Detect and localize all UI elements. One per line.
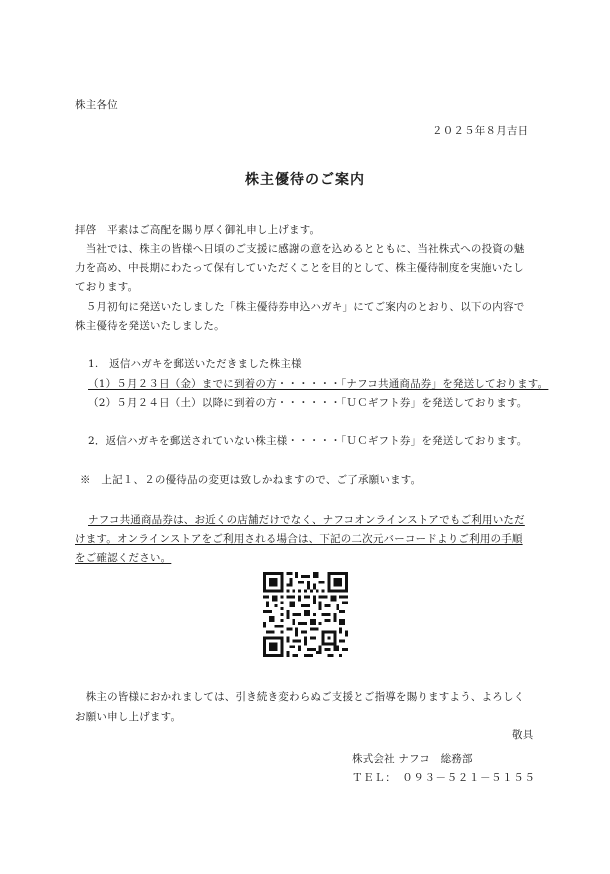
sender-tel: ＴＥＬ： ０９３－５２１－５１５５ xyxy=(352,772,536,784)
greeting: 拝啓 平素はご高配を賜り厚く御礼申し上げます。 xyxy=(75,224,321,236)
paragraph-line: 力を高め、中長期にわたって保有していただくことを目的として、株主優待制度を実施いたし xyxy=(75,262,524,274)
list-item: （2）５月２４日（土）以降に到着の方・・・・・・「ＵＣギフト券」を発送しております。 xyxy=(88,397,528,409)
page-title: 株主優待のご案内 xyxy=(245,172,365,188)
list-item: （1）５月２３日（金）までに到着の方・・・・・・「ナフコ共通商品券」を発送しております。 xyxy=(88,378,549,390)
paragraph-line: 株主優待を発送いたしました。 xyxy=(75,320,225,332)
online-note-line: ナフコ共通商品券は、お近くの店舗だけでなく、ナフコオンラインストアでもご利用いただ xyxy=(88,514,525,526)
online-note-line: けます。オンラインストアをご利用される場合は、下記の二次元バーコードよりご利用の手順 xyxy=(75,533,523,545)
closing-keigu: 敬具 xyxy=(512,729,534,741)
paragraph-line: ５月初旬に発送いたしました「株主優待券申込ハガキ」にてご案内のとおり、以下の内容で xyxy=(75,301,525,313)
closing-line: お願い申し上げます。 xyxy=(75,711,182,723)
note: ※ 上記１、２の優待品の変更は致しかねますので、ご了承願います。 xyxy=(80,474,422,486)
paragraph-line: 当社では、株主の皆様へ日頃のご支援に感謝の意を込めるとともに、当社株式への投資の魅 xyxy=(75,243,525,255)
list-item: 2．返信ハガキを郵送されていない株主様・・・・・「ＵＣギフト券」を発送しております。 xyxy=(88,435,528,447)
closing-line: 株主の皆様におかれましては、引き続き変わらぬご支援とご指導を賜りますよう、よろしく xyxy=(75,691,525,703)
date: ２０２５年８月吉日 xyxy=(432,125,529,137)
list-item: 1. 返信ハガキを郵送いただきました株主様 xyxy=(88,358,302,370)
online-note-line: をご確認ください。 xyxy=(75,552,172,564)
recipient: 株主各位 xyxy=(75,99,118,111)
qr-code-icon[interactable] xyxy=(263,572,348,657)
sender-company: 株式会社 ナフコ 総務部 xyxy=(352,753,473,765)
paragraph-line: ております。 xyxy=(75,281,139,293)
